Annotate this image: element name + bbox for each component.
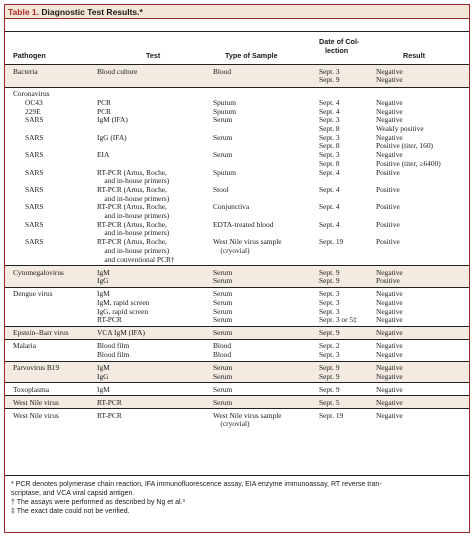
cell-test: and in-house primers) bbox=[97, 245, 170, 255]
cell-date: Sept. 9 bbox=[319, 384, 340, 394]
cell-pathogen: SARS bbox=[25, 184, 44, 194]
cell-date: Sept. 4 bbox=[319, 97, 340, 107]
cell-test: and in-house primers) bbox=[97, 176, 170, 186]
cell-date: Sept. 2 bbox=[319, 341, 340, 351]
cell-result: Negative bbox=[376, 363, 403, 373]
cell-sample: Serum bbox=[213, 276, 233, 286]
cell-test: IgM bbox=[97, 363, 110, 373]
cell-pathogen: SARS bbox=[25, 202, 44, 212]
cell-date: Sept. 3 bbox=[319, 297, 340, 307]
table-frame bbox=[4, 4, 470, 533]
cell-result: Negative bbox=[376, 384, 403, 394]
header-date-line2: lection bbox=[325, 46, 349, 55]
cell-sample: Sputum bbox=[213, 97, 236, 107]
cell-sample: Blood bbox=[213, 350, 232, 360]
cell-sample: Serum bbox=[213, 115, 233, 125]
cell-pathogen: Malaria bbox=[13, 341, 36, 351]
cell-result: Negative bbox=[376, 341, 403, 351]
cell-sample: Blood bbox=[213, 66, 232, 76]
cell-test: PCR bbox=[97, 97, 111, 107]
cell-date: Sept. 3 bbox=[319, 115, 340, 125]
cell-sample: Serum bbox=[213, 289, 233, 299]
cell-date: Sept. 3 bbox=[319, 350, 340, 360]
cell-test: Blood culture bbox=[97, 66, 138, 76]
cell-sample: Serum bbox=[213, 315, 233, 325]
cell-test: and in-house primers) bbox=[97, 228, 170, 238]
cell-date: Sept. 4 bbox=[319, 202, 340, 212]
cell-date: Sept. 8 bbox=[319, 124, 340, 134]
cell-result: Negative bbox=[376, 297, 403, 307]
cell-date: Sept. 4 bbox=[319, 167, 340, 177]
cell-pathogen: SARS bbox=[25, 167, 44, 177]
footnote: ‡ The exact date could not be verified. bbox=[11, 508, 130, 515]
cell-test: and in-house primers) bbox=[97, 193, 170, 203]
cell-date: Sept. 9 bbox=[319, 363, 340, 373]
cell-test: RT-PCR bbox=[97, 315, 122, 325]
cell-test: IgM bbox=[97, 384, 110, 394]
footnote: † The assays were performed as described by Ng et al.³ bbox=[11, 499, 185, 506]
cell-result: Positive bbox=[376, 276, 400, 286]
cell-sample: Sputum bbox=[213, 106, 236, 116]
cell-result: Negative bbox=[376, 289, 403, 299]
cell-result: Negative bbox=[376, 267, 403, 277]
cell-test: RT-PCR (Artus, Roche, bbox=[97, 184, 167, 194]
table-row bbox=[5, 326, 469, 340]
cell-date: Sept. 3 bbox=[319, 289, 340, 299]
cell-test: PCR bbox=[97, 106, 111, 116]
cell-pathogen: Parvovirus B19 bbox=[13, 363, 60, 373]
cell-test: RT-PCR bbox=[97, 397, 122, 407]
cell-result: Negative bbox=[376, 410, 403, 420]
cell-pathogen: West Nile virus bbox=[13, 397, 59, 407]
cell-sample: Serum bbox=[213, 371, 233, 381]
cell-test: RT-PCR (Artus, Roche, bbox=[97, 167, 167, 177]
cell-date: Sept. 9 bbox=[319, 371, 340, 381]
cell-date: Sept. 9 bbox=[319, 328, 340, 338]
cell-test: IgM bbox=[97, 289, 110, 299]
cell-date: Sept. 4 bbox=[319, 219, 340, 229]
cell-result: Negative bbox=[376, 306, 403, 316]
cell-result: Positive bbox=[376, 219, 400, 229]
table-row bbox=[5, 408, 469, 431]
cell-date: Sept. 19 bbox=[319, 410, 344, 420]
cell-result: Negative bbox=[376, 315, 403, 325]
cell-sample: Blood bbox=[213, 341, 232, 351]
cell-date: Sept. 9 bbox=[319, 276, 340, 286]
header-test: Test bbox=[146, 51, 161, 60]
table-row bbox=[5, 339, 469, 362]
table-row bbox=[5, 361, 469, 384]
cell-date: Sept. 3 or 5‡ bbox=[319, 315, 357, 325]
cell-pathogen: SARS bbox=[25, 150, 44, 160]
table-label: Table 1. bbox=[8, 7, 40, 17]
cell-sample: Serum bbox=[213, 363, 233, 373]
footnote: scriptase, and VCA viral capsid antigen. bbox=[11, 490, 135, 497]
cell-sample: EDTA-treated blood bbox=[213, 219, 274, 229]
cell-pathogen: SARS bbox=[25, 237, 44, 247]
footnote: * PCR denotes polymerase chain reaction, IFA immunofluorescence assay, EIA enzyme immunoassay, RT reverse tran- bbox=[11, 481, 382, 488]
table-row bbox=[5, 287, 469, 327]
cell-test: IgG bbox=[97, 371, 109, 381]
cell-sample: Serum bbox=[213, 306, 233, 316]
cell-pathogen: Bacteria bbox=[13, 66, 38, 76]
cell-result: Negative bbox=[376, 75, 403, 85]
cell-result: Weakly positive bbox=[376, 124, 424, 134]
cell-date: Sept. 19 bbox=[319, 237, 344, 247]
cell-test: and conventional PCR† bbox=[97, 254, 175, 264]
cell-pathogen: Toxoplasma bbox=[13, 384, 50, 394]
cell-result: Positive bbox=[376, 237, 400, 247]
cell-sample: Stool bbox=[213, 184, 229, 194]
cell-test: RT-PCR (Artus, Roche, bbox=[97, 219, 167, 229]
cell-test: RT-PCR (Artus, Roche, bbox=[97, 237, 167, 247]
cell-result: Negative bbox=[376, 97, 403, 107]
cell-sample: (cryovial) bbox=[213, 245, 250, 255]
cell-sample: West Nile virus sample bbox=[213, 410, 282, 420]
cell-pathogen: Epstein–Barr virus bbox=[13, 328, 69, 338]
cell-sample: Serum bbox=[213, 384, 233, 394]
cell-test: VCA IgM (IFA) bbox=[97, 328, 145, 338]
cell-test: IgG, rapid screen bbox=[97, 306, 149, 316]
table-row bbox=[5, 395, 469, 409]
cell-result: Negative bbox=[376, 350, 403, 360]
cell-pathogen: SARS bbox=[25, 115, 44, 125]
table-row bbox=[5, 265, 469, 288]
cell-date: Sept. 3 bbox=[319, 306, 340, 316]
cell-result: Negative bbox=[376, 397, 403, 407]
cell-test: RT-PCR bbox=[97, 410, 122, 420]
cell-test: IgG bbox=[97, 276, 109, 286]
cell-date: Sept. 8 bbox=[319, 158, 340, 168]
table-footnotes bbox=[5, 475, 469, 515]
cell-pathogen: West Nile virus bbox=[13, 410, 59, 420]
cell-result: Positive bbox=[376, 184, 400, 194]
cell-test: RT-PCR (Artus, Roche, bbox=[97, 202, 167, 212]
cell-test: EIA bbox=[97, 150, 110, 160]
cell-test: IgM (IFA) bbox=[97, 115, 128, 125]
header-result: Result bbox=[403, 51, 425, 60]
cell-sample: Serum bbox=[213, 397, 233, 407]
table-header bbox=[5, 31, 469, 65]
cell-result: Negative bbox=[376, 150, 403, 160]
cell-test: IgM bbox=[97, 267, 110, 277]
cell-sample: Serum bbox=[213, 297, 233, 307]
cell-result: Negative bbox=[376, 132, 403, 142]
cell-date: Sept. 4 bbox=[319, 106, 340, 116]
cell-pathogen: SARS bbox=[25, 219, 44, 229]
cell-result: Negative bbox=[376, 66, 403, 76]
cell-date: Sept. 3 bbox=[319, 132, 340, 142]
cell-date: Sept. 9 bbox=[319, 267, 340, 277]
table-row bbox=[5, 65, 469, 87]
cell-date: Sept. 3 bbox=[319, 66, 340, 76]
table-title-bar bbox=[5, 5, 469, 19]
table-row bbox=[5, 382, 469, 396]
cell-test: IgM, rapid screen bbox=[97, 297, 150, 307]
cell-sample: Serum bbox=[213, 150, 233, 160]
header-pathogen: Pathogen bbox=[13, 51, 46, 60]
cell-test: Blood film bbox=[97, 341, 130, 351]
cell-result: Negative bbox=[376, 106, 403, 116]
cell-date: Sept. 8 bbox=[319, 141, 340, 151]
cell-result: Positive (titer, 160) bbox=[376, 141, 433, 151]
cell-sample: Conjunctiva bbox=[213, 202, 250, 212]
cell-pathogen: 229E bbox=[25, 106, 41, 116]
cell-test: and in-house primers) bbox=[97, 211, 170, 221]
cell-date: Sept. 5 bbox=[319, 397, 340, 407]
cell-result: Positive (titer, ≥6400) bbox=[376, 158, 441, 168]
cell-result: Positive bbox=[376, 167, 400, 177]
cell-pathogen: Cytomegalovirus bbox=[13, 267, 64, 277]
cell-sample: West Nile virus sample bbox=[213, 237, 282, 247]
cell-result: Positive bbox=[376, 202, 400, 212]
cell-result: Negative bbox=[376, 328, 403, 338]
cell-sample: (cryovial) bbox=[213, 419, 250, 429]
header-sample: Type of Sample bbox=[225, 51, 278, 60]
cell-pathogen: Coronavirus bbox=[13, 89, 50, 99]
cell-test: IgG (IFA) bbox=[97, 132, 127, 142]
cell-pathogen: SARS bbox=[25, 132, 44, 142]
cell-date: Sept. 9 bbox=[319, 75, 340, 85]
cell-result: Negative bbox=[376, 371, 403, 381]
cell-sample: Serum bbox=[213, 267, 233, 277]
header-date-line1: Date of Col- bbox=[319, 37, 360, 46]
cell-sample: Serum bbox=[213, 328, 233, 338]
cell-pathogen: OC43 bbox=[25, 97, 43, 107]
table-title: Diagnostic Test Results.* bbox=[41, 7, 143, 17]
cell-date: Sept. 3 bbox=[319, 150, 340, 160]
cell-test: Blood film bbox=[97, 350, 130, 360]
cell-result: Negative bbox=[376, 115, 403, 125]
cell-sample: Sputum bbox=[213, 167, 236, 177]
cell-pathogen: Dengue virus bbox=[13, 289, 53, 299]
cell-sample: Serum bbox=[213, 132, 233, 142]
table-row bbox=[5, 87, 469, 266]
cell-date: Sept. 4 bbox=[319, 184, 340, 194]
